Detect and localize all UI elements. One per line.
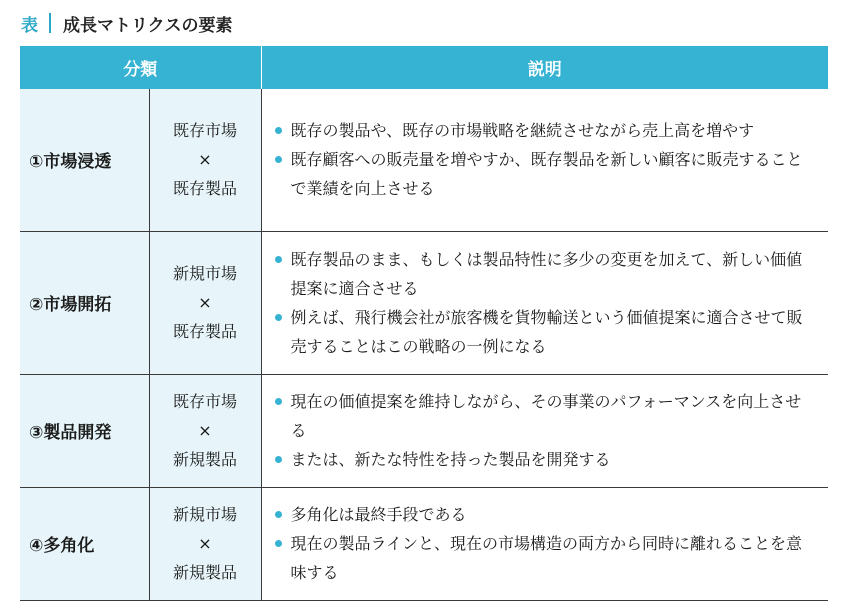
- row-description: [261, 89, 828, 231]
- row-category-name: ①市場浸透: [20, 89, 149, 231]
- table-caption: [21, 8, 233, 38]
- combo-product: 既存製品: [172, 322, 237, 341]
- bullet-item: 既存の製品や、既存の市場戦略を継続させながら売上高を増やす: [274, 116, 817, 145]
- caption-title: 成長マトリクスの要素: [63, 15, 233, 36]
- bullet-list: [274, 116, 817, 203]
- table-row: [20, 374, 828, 487]
- header-category: 分類: [20, 46, 261, 89]
- bullet-item: 例えば、飛行機会社が旅客機を貨物輸送という価値提案に適合させて販売することはこの戦略の一例になる: [274, 303, 817, 361]
- combo-product: 既存製品: [172, 179, 237, 199]
- header-description: 説明: [261, 46, 828, 89]
- bullet-list: [274, 387, 817, 474]
- row-combination: [149, 231, 261, 374]
- row-category-name: ②市場開拓: [20, 231, 149, 374]
- header-row: [20, 46, 828, 89]
- combo-market: 新規市場: [172, 264, 237, 283]
- combo-market: 既存市場: [172, 392, 237, 411]
- combo-product: 新規製品: [172, 450, 237, 469]
- table-row: [20, 89, 828, 231]
- combo-times: ×: [198, 534, 212, 553]
- combo-times: ×: [198, 150, 212, 170]
- row-description: [261, 487, 828, 600]
- combo-market: 新規市場: [172, 505, 237, 524]
- combo-market: 既存市場: [172, 121, 237, 141]
- bullet-item: または、新たな特性を持った製品を開発する: [274, 445, 817, 474]
- table-row: [20, 231, 828, 374]
- row-category-name: ④多角化: [20, 487, 149, 600]
- caption-label: 表: [21, 15, 38, 36]
- bullet-item: 現在の価値提案を維持しながら、その事業のパフォーマンスを向上させる: [274, 387, 817, 445]
- row-combination: [149, 487, 261, 600]
- row-description: [261, 231, 828, 374]
- bullet-item: 既存製品のまま、もしくは製品特性に多少の変更を加えて、新しい価値提案に適合させる: [274, 245, 817, 303]
- row-category-name: ③製品開発: [20, 374, 149, 487]
- row-description: [261, 374, 828, 487]
- caption-divider: [49, 13, 51, 33]
- row-combination: [149, 89, 261, 231]
- bullet-list: [274, 500, 817, 587]
- combo-product: 新規製品: [172, 563, 237, 582]
- combo-times: ×: [198, 293, 212, 312]
- bullet-item: 既存顧客への販売量を増やすか、既存製品を新しい顧客に販売することで業績を向上させる: [274, 145, 817, 203]
- table-row: [20, 487, 828, 600]
- bullet-list: [274, 245, 817, 361]
- bullet-item: 現在の製品ラインと、現在の市場構造の両方から同時に離れることを意味する: [274, 529, 817, 587]
- combo-times: ×: [198, 421, 212, 440]
- growth-matrix-table: [20, 46, 828, 601]
- row-combination: [149, 374, 261, 487]
- bullet-item: 多角化は最終手段である: [274, 500, 817, 529]
